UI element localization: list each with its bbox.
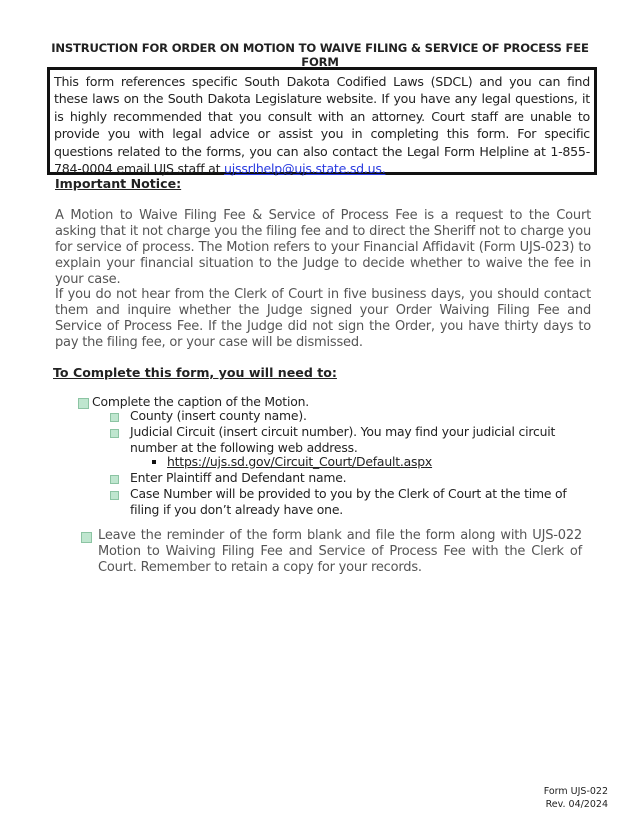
notice-text: This form references specific South Dakota Codified Laws (SDCL) and you can find these laws on the South Dakota Legislature website. If you have any legal questions, it is highly recommended that you consult with an attorney. Court staff are unable to provide you with legal advice or assist you in completing this form. For specific questions related to the forms, you can also contact the Legal Form Helpline at 1-855-784-0004 email UJS staff at: [54, 74, 590, 177]
checkbox-icon: [110, 429, 119, 438]
list-item-circuit: Judicial Circuit (insert circuit number). You may find your judicial circuit number at the following web address.: [130, 424, 556, 455]
important-notice-heading: Important Notice:: [55, 176, 182, 191]
complete-heading: To Complete this form, you will need to:: [53, 365, 337, 380]
list-item-case-number: Case Number will be provided to you by the Clerk of Court at the time of filing if you don’t already have one.: [130, 486, 567, 517]
circuit-court-link[interactable]: https://ujs.sd.gov/Circuit_Court/Default.aspx: [167, 454, 433, 469]
list-item-county: County (insert county name).: [130, 408, 307, 423]
form-number: Form UJS-022: [543, 786, 608, 797]
checkbox-icon: [110, 413, 119, 422]
checkbox-icon: [78, 398, 89, 409]
checkbox-icon: [110, 475, 119, 484]
notice-paragraph-1: A Motion to Waive Filing Fee & Service of Process Fee is a request to the Court asking that it not charge you the filing fee and to direct the Sheriff not to charge you for service of process. The Motion refers to your Financial Affidavit (Form UJS-023) to explain your financial situation to the Judge to decide whether to waive the fee in your case.: [55, 208, 591, 287]
list-item-file-form: Leave the reminder of the form blank and file the form along with UJS-022 Motion to Waiving Filing Fee and Service of Process Fee with the Clerk of Court. Remember to retain a copy for your records.: [98, 528, 582, 575]
notice-paragraph-2: If you do not hear from the Clerk of Court in five business days, you should contact them and inquire whether the Judge signed your Order Waiving Filing Fee and Service of Process Fee. If the Judge did not sign the Order, you have thirty days to pay the filing fee, or your case will be dismissed.: [55, 287, 591, 350]
checkbox-icon: [110, 491, 119, 500]
revision-date: Rev. 04/2024: [545, 799, 608, 810]
list-item-parties: Enter Plaintiff and Defendant name.: [130, 470, 347, 485]
notice-box: [47, 67, 597, 175]
helpline-email-link[interactable]: ujssrlhelp@ujs.state.sd.us.: [224, 161, 386, 177]
page-title: INSTRUCTION FOR ORDER ON MOTION TO WAIVE FILING & SERVICE OF PROCESS FEE FORM: [51, 41, 589, 69]
bullet-icon: [152, 460, 156, 464]
checkbox-icon: [81, 532, 92, 543]
list-item-caption: Complete the caption of the Motion.: [92, 394, 309, 409]
